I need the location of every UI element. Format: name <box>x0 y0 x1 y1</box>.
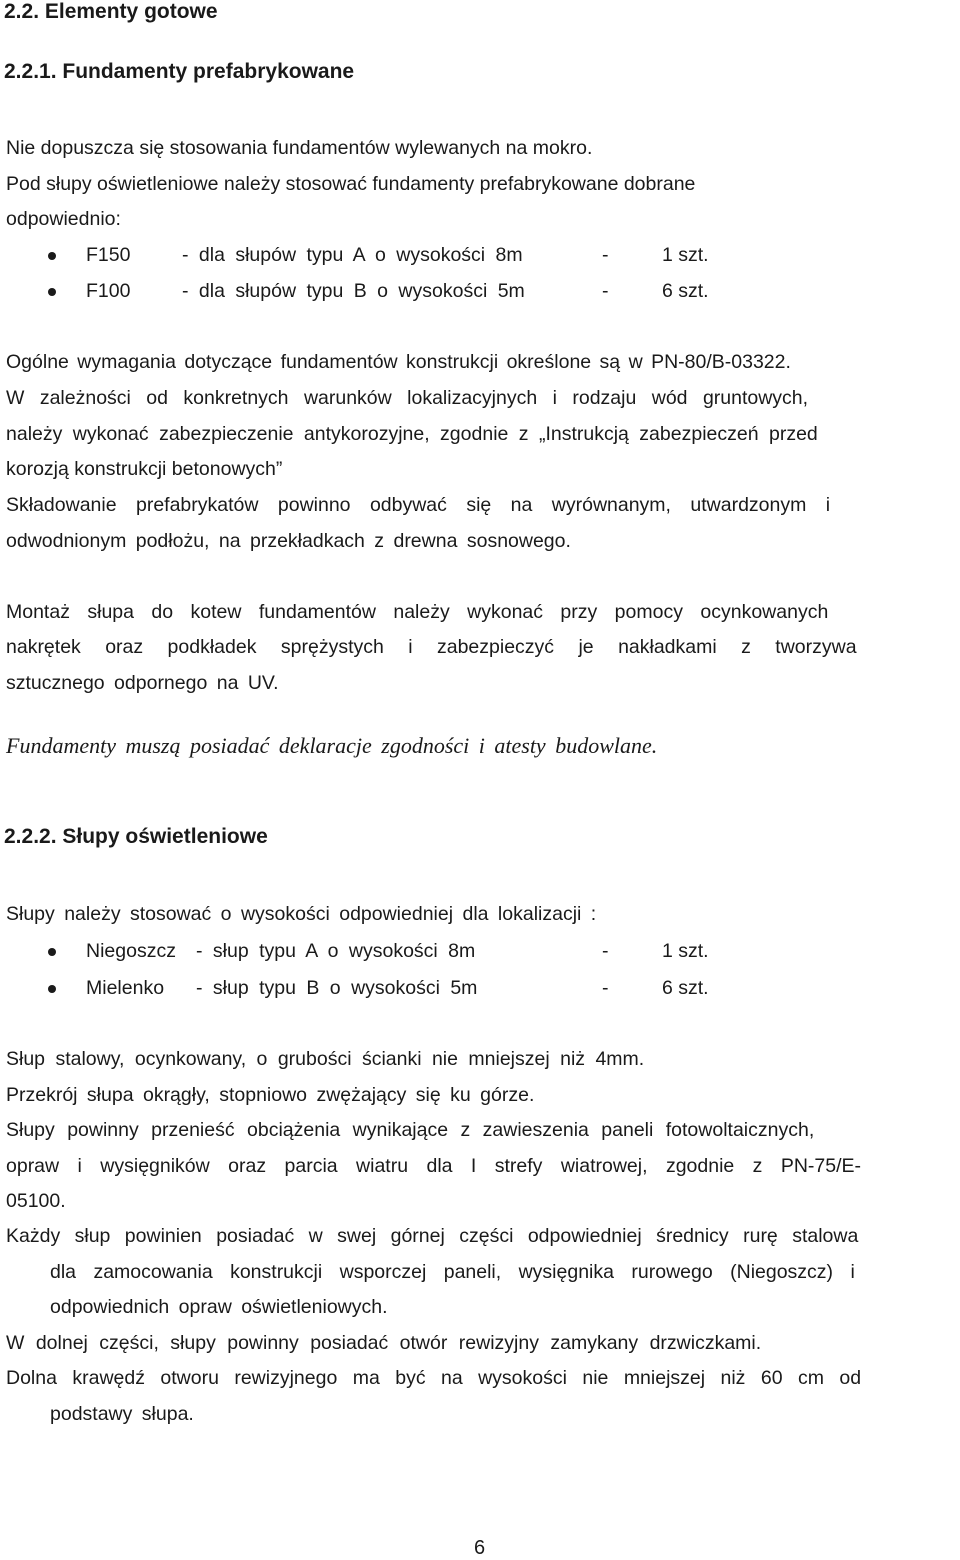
paragraph-line: Dolna krawędź otworu rewizyjnego ma być na wysokości nie mniejszej niż 60 cm od <box>6 1367 862 1389</box>
bullet-icon <box>48 985 56 993</box>
subsection-heading-fundamenty: 2.2.1. Fundamenty prefabrykowane <box>4 60 355 83</box>
page-number: 6 <box>474 1537 486 1559</box>
fundament-description: - dla słupów typu A o wysokości 8m <box>182 244 523 266</box>
paragraph-line: nakrętek oraz podkładek sprężystych i zabezpieczyć je nakładkami z tworzywa <box>6 636 857 658</box>
paragraph-line: Ogólne wymagania dotyczące fundamentów konstrukcji określone są w PN-80/B-03322. <box>6 351 791 373</box>
paragraph-line: sztucznego odpornego na UV. <box>6 672 279 694</box>
list-dash: - <box>602 244 609 266</box>
pole-location: Niegoszcz <box>86 940 176 962</box>
paragraph-line: odpowiednio: <box>6 208 121 230</box>
bullet-icon <box>48 252 56 260</box>
subsection-heading-slupy: 2.2.2. Słupy oświetleniowe <box>4 825 268 848</box>
pole-quantity: 1 szt. <box>662 940 709 962</box>
fundament-description: - dla słupów typu B o wysokości 5m <box>182 280 525 302</box>
paragraph-line: Słupy należy stosować o wysokości odpowiedniej dla lokalizacji : <box>6 903 597 925</box>
paragraph-line: odwodnionym podłożu, na przekładkach z drewna sosnowego. <box>6 530 571 552</box>
paragraph-line: Pod słupy oświetleniowe należy stosować fundamenty prefabrykowane dobrane <box>6 173 696 195</box>
list-dash: - <box>602 280 609 302</box>
paragraph-line: opraw i wysięgników oraz parcia wiatru dla I strefy wiatrowej, zgodnie z PN-75/E- <box>6 1155 862 1177</box>
paragraph-line: W dolnej części, słupy powinny posiadać otwór rewizyjny zamykany drzwiczkami. <box>6 1332 762 1354</box>
paragraph-line: Przekrój słupa okrągły, stopniowo zwężający się ku górze. <box>6 1084 535 1106</box>
section-heading: 2.2. Elementy gotowe <box>4 0 218 23</box>
paragraph-line: Słup stalowy, ocynkowany, o grubości ścianki nie mniejszej niż 4mm. <box>6 1048 645 1070</box>
list-dash: - <box>602 940 609 962</box>
paragraph-line: Słupy powinny przenieść obciążenia wynikające z zawieszenia paneli fotowoltaicznych, <box>6 1119 815 1141</box>
paragraph-line: należy wykonać zabezpieczenie antykorozyjne, zgodnie z „Instrukcją zabezpieczeń przed <box>6 423 818 445</box>
paragraph-line-indented: dla zamocowania konstrukcji wsporczej paneli, wysięgnika rurowego (Niegoszcz) i <box>50 1261 855 1283</box>
paragraph-line: korozją konstrukcji betonowych” <box>6 458 283 480</box>
paragraph-line: Każdy słup powinien posiadać w swej górnej części odpowiedniej średnicy rurę stalowa <box>6 1225 859 1247</box>
paragraph-line: Składowanie prefabrykatów powinno odbywać się na wyrównanym, utwardzonym i <box>6 494 831 516</box>
fundament-type: F150 <box>86 244 131 266</box>
paragraph-line-indented: podstawy słupa. <box>50 1403 194 1425</box>
paragraph-line-justified <box>6 387 956 410</box>
list-dash: - <box>602 977 609 999</box>
bullet-icon <box>48 948 56 956</box>
paragraph-line-indented: odpowiednich opraw oświetleniowych. <box>50 1296 388 1318</box>
pole-description: - słup typu A o wysokości 8m <box>196 940 476 962</box>
italic-note: Fundamenty muszą posiadać deklaracje zgodności i atesty budowlane. <box>6 733 658 758</box>
paragraph-line: Montaż słupa do kotew fundamentów należy wykonać przy pomocy ocynkowanych <box>6 601 829 623</box>
pole-description: - słup typu B o wysokości 5m <box>196 977 478 999</box>
bullet-icon <box>48 288 56 296</box>
fundament-quantity: 6 szt. <box>662 280 709 302</box>
paragraph-line: 05100. <box>6 1190 66 1212</box>
pole-quantity: 6 szt. <box>662 977 709 999</box>
fundament-quantity: 1 szt. <box>662 244 709 266</box>
fundament-type: F100 <box>86 280 131 302</box>
pole-location: Mielenko <box>86 977 165 999</box>
paragraph-line: Nie dopuszcza się stosowania fundamentów wylewanych na mokro. <box>6 137 593 159</box>
paragraph-text: W zależności od konkretnych warunków lokalizacyjnych i rodzaju wód gruntowych, <box>6 387 809 409</box>
